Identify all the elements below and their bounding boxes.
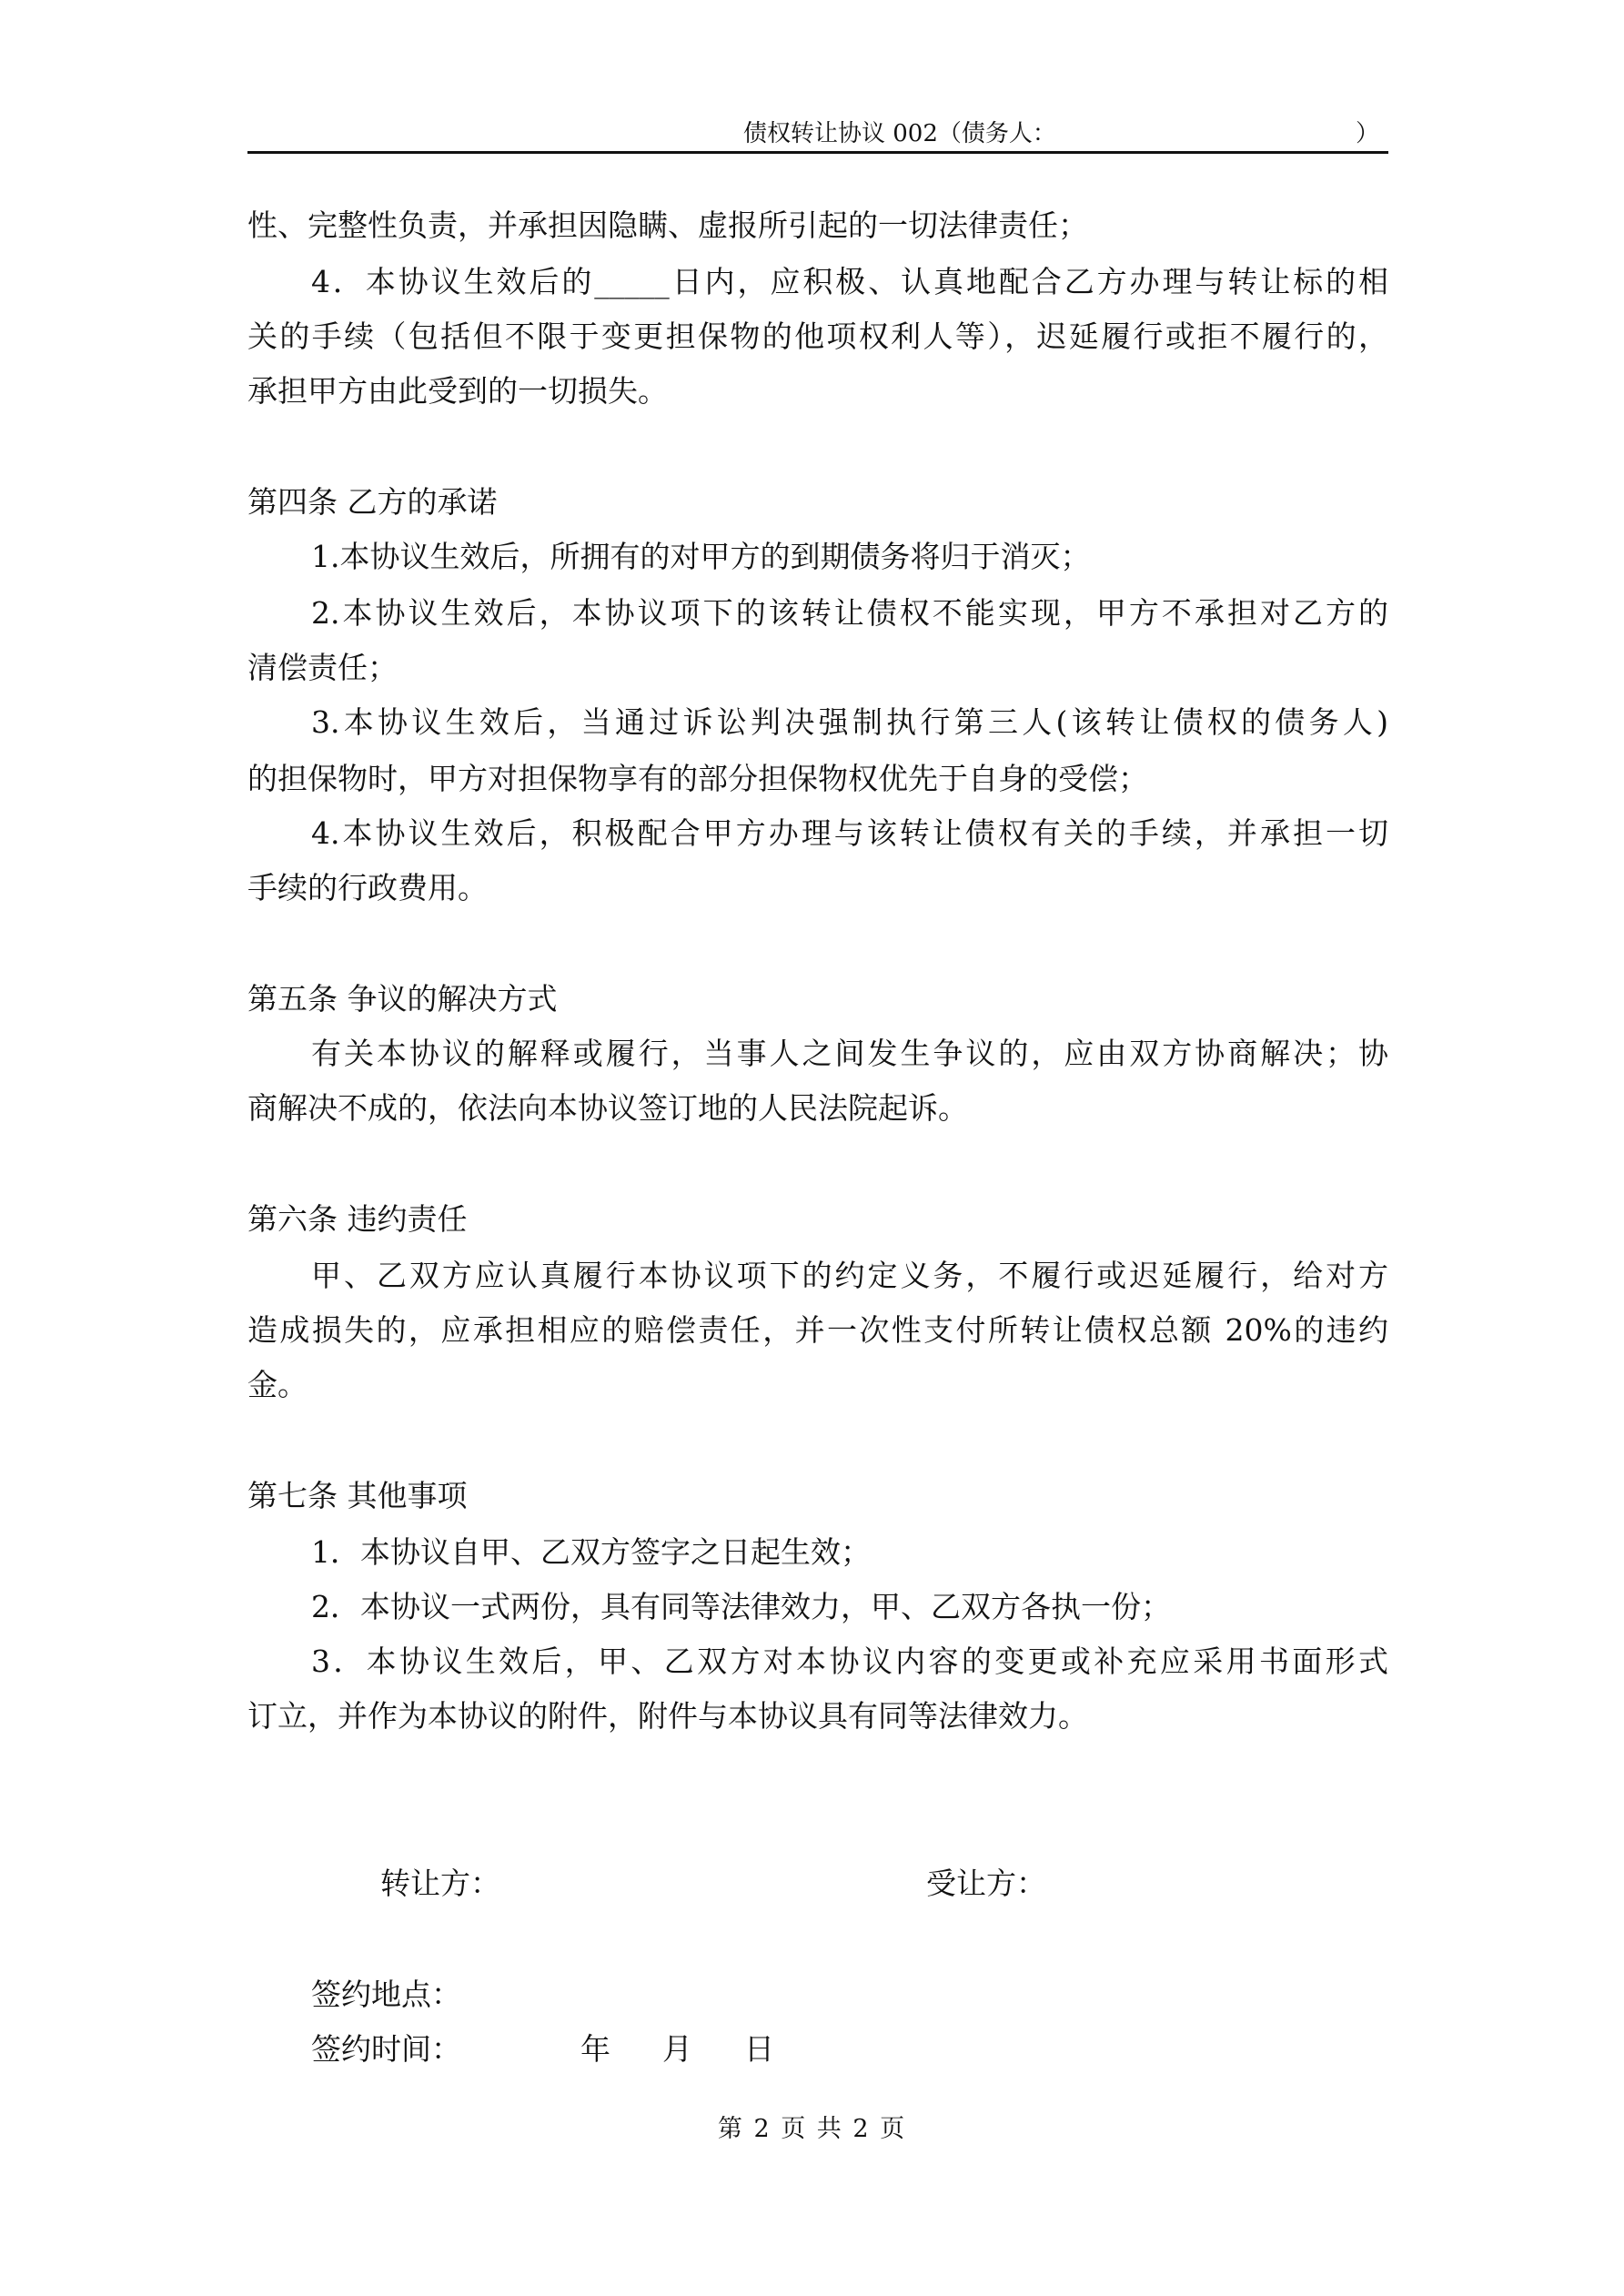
body-line: 订立，并作为本协议的附件，附件与本协议具有同等法律效力。 xyxy=(247,1698,1088,1734)
body-line: 2．本协议一式两份，具有同等法律效力，甲、乙双方各执一份； xyxy=(311,1589,1171,1624)
body-line: 有关本协议的解释或履行，当事人之间发生争议的，应由双方协商解决；协 xyxy=(311,1036,1388,1071)
transferor-label: 转让方： xyxy=(380,1866,500,1901)
section-heading-5: 第五条 争议的解决方式 xyxy=(247,981,558,1017)
body-line: 1.本协议生效后，所拥有的对甲方的到期债务将归于消灭； xyxy=(311,539,1091,574)
body-line: 造成损失的，应承担相应的赔偿责任，并一次性支付所转让债权总额 20%的违约 xyxy=(247,1312,1388,1348)
body-line: 金。 xyxy=(247,1367,308,1402)
body-line: 4．本协议生效后的_____日内，应积极、认真地配合乙方办理与转让标的相 xyxy=(311,264,1388,299)
body-line: 3．本协议生效后，甲、乙双方对本协议内容的变更或补充应采用书面形式 xyxy=(311,1644,1388,1679)
section-heading-6: 第六条 违约责任 xyxy=(247,1201,468,1237)
header-close-paren: ） xyxy=(1355,120,1379,147)
body-line: 清偿责任； xyxy=(247,650,398,685)
body-line: 的担保物时，甲方对担保物享有的部分担保物权优先于自身的受偿； xyxy=(247,761,1148,796)
date-month-label: 月 xyxy=(662,2031,692,2067)
body-line: 性、完整性负责，并承担因隐瞒、虚报所引起的一切法律责任； xyxy=(247,207,1088,243)
section-heading-7: 第七条 其他事项 xyxy=(247,1478,468,1513)
body-line: 3.本协议生效后，当通过诉讼判决强制执行第三人(该转让债权的债务人) xyxy=(311,704,1388,740)
body-line: 手续的行政费用。 xyxy=(247,870,488,905)
header-divider xyxy=(247,151,1388,154)
body-line: 1．本协议自甲、乙双方签字之日起生效； xyxy=(311,1534,871,1570)
date-year-label: 年 xyxy=(580,2031,610,2067)
transferee-label: 受让方： xyxy=(926,1866,1046,1901)
signing-time-label: 签约时间： xyxy=(311,2031,461,2067)
date-day-label: 日 xyxy=(744,2031,774,2067)
section-heading-4: 第四条 乙方的承诺 xyxy=(247,484,498,520)
body-line: 甲、乙双方应认真履行本协议项下的约定义务，不履行或迟延履行，给对方 xyxy=(311,1258,1388,1293)
body-line: 承担甲方由此受到的一切损失。 xyxy=(247,373,668,409)
signing-place-label: 签约地点： xyxy=(311,1977,461,2012)
page-header xyxy=(247,116,1388,151)
body-line: 4.本协议生效后，积极配合甲方办理与该转让债权有关的手续，并承担一切 xyxy=(311,815,1388,851)
body-line: 2.本协议生效后，本协议项下的该转让债权不能实现，甲方不承担对乙方的 xyxy=(311,595,1388,631)
page-number-footer: 第 2 页 共 2 页 xyxy=(717,2115,907,2143)
body-line: 商解决不成的，依法向本协议签订地的人民法院起诉。 xyxy=(247,1090,968,1126)
header-title: 债权转让协议 002（债务人： xyxy=(743,120,1056,147)
body-line: 关的手续（包括但不限于变更担保物的他项权利人等），迟延履行或拒不履行的， xyxy=(247,319,1388,354)
